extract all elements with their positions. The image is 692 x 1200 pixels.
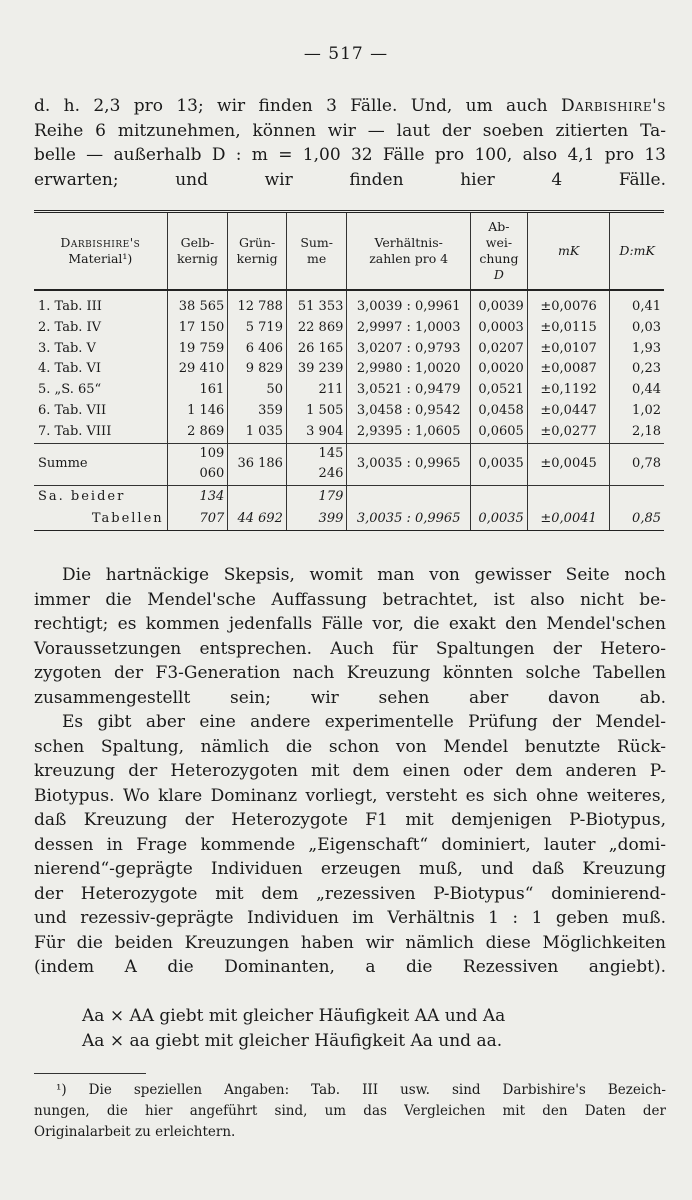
- para3-line-1: Es gibt aber eine andere experimentelle Prüfung der Mendel-: [62, 712, 666, 732]
- cell-dmk: 0,41: [610, 297, 664, 318]
- table-bottom-rule: [34, 530, 664, 531]
- row-label: 7. Tab. VIII: [38, 423, 112, 439]
- cell-mk: ±0,0115: [527, 318, 609, 339]
- total-dmk: 0,85: [610, 486, 664, 531]
- para3-line-9: und rezessiv-geprägte Individuen im Verhältnis 1 : 1 geben muß.: [34, 908, 666, 928]
- row-label: 3. Tab. V: [38, 340, 96, 356]
- cell-abw: 0,0020: [470, 359, 527, 380]
- header-material: Darbishire's Material¹): [60, 235, 141, 266]
- cell-gelb: 38 565: [167, 297, 228, 318]
- summe-mk: ±0,0045: [527, 443, 609, 486]
- para3-line-5: daß Kreuzung der Heterozygote F1 mit demjenigen P-Biotypus,: [34, 810, 666, 830]
- table-gap-row: [34, 290, 664, 297]
- summe-row: [34, 443, 664, 486]
- total-label-2: Tabellen: [91, 511, 164, 527]
- total-mk: ±0,0041: [527, 486, 609, 531]
- cell-dmk: 1,02: [610, 401, 664, 422]
- cell-gruen: 5 719: [228, 318, 287, 339]
- intro-line-3: belle — außerhalb D : m = 1,00 32 Fälle pro 100, also 4,1 pro 13: [34, 145, 666, 165]
- cell-abw: 0,0605: [470, 422, 527, 443]
- page-number: — 517 —: [303, 44, 389, 64]
- table-row: [34, 339, 664, 360]
- cell-mk: ±0,0277: [527, 422, 609, 443]
- cell-summe: 51 353: [286, 297, 346, 318]
- footnote-line-3: Originalarbeit zu erleichtern.: [34, 1124, 236, 1140]
- cell-abw: 0,0458: [470, 401, 527, 422]
- summe-summe: 145 246: [286, 443, 346, 486]
- cell-verh: 2,9980 : 1,0020: [347, 359, 471, 380]
- total-gelb: 134 707: [167, 486, 228, 531]
- summe-label: Summe: [34, 443, 167, 486]
- para3-line-10: Für die beiden Kreuzungen haben wir nämlich diese Möglichkeiten: [34, 932, 666, 953]
- table-row: [34, 297, 664, 318]
- cell-dmk: 2,18: [610, 422, 664, 443]
- cell-mk: ±0,0076: [527, 297, 609, 318]
- total-gruen: 44 692: [228, 486, 287, 531]
- cell-gruen: 359: [228, 401, 287, 422]
- para2-line-2: immer die Mendel'sche Auffassung betrachtet, ist also nicht be-: [34, 589, 666, 610]
- cell-gelb: 19 759: [167, 339, 228, 360]
- data-table: [34, 210, 664, 531]
- table-row: [34, 359, 664, 380]
- header-summe: Sum- me: [286, 213, 346, 290]
- header-mk: mK: [527, 213, 609, 290]
- header-gelbkernig: Gelb- kernig: [167, 213, 228, 290]
- summe-verh: 3,0035 : 0,9965: [347, 443, 471, 486]
- table-header-row: [34, 213, 664, 290]
- para3-line-2: schen Spaltung, nämlich die schon von Mendel benutzte Rück-: [34, 736, 666, 757]
- total-row: [34, 486, 664, 531]
- para2-line-5: zygoten der F3-Generation nach Kreuzung könnten solche Tabellen: [34, 663, 666, 683]
- cell-gruen: 12 788: [228, 297, 287, 318]
- cell-verh: 3,0207 : 0,9793: [347, 339, 471, 360]
- cell-dmk: 1,93: [610, 339, 664, 360]
- cell-abw: 0,0039: [470, 297, 527, 318]
- cell-mk: ±0,0107: [527, 339, 609, 360]
- cell-summe: 39 239: [286, 359, 346, 380]
- para3-line-3: kreuzung der Heterozygoten mit dem einen oder dem anderen P-: [34, 761, 666, 781]
- cell-gelb: 29 410: [167, 359, 228, 380]
- para2-line-6: zusammengestellt sein; wir sehen aber davon ab.: [34, 687, 666, 708]
- header-verhaeltnis: Verhältnis- zahlen pro 4: [347, 213, 471, 290]
- total-verh: 3,0035 : 0,9965: [347, 486, 471, 531]
- formula-2: Aa × aa giebt mit gleicher Häufigkeit Aa und aa.: [82, 1031, 503, 1051]
- cell-dmk: 0,23: [610, 359, 664, 380]
- para2-line-1: Die hartnäckige Skepsis, womit man von gewisser Seite noch: [62, 565, 666, 585]
- footnote-rule: [34, 1073, 146, 1074]
- cell-verh: 2,9395 : 1,0605: [347, 422, 471, 443]
- summe-dmk: 0,78: [610, 443, 664, 486]
- cell-summe: 211: [286, 380, 346, 401]
- paragraph-2: [34, 563, 666, 710]
- cell-abw: 0,0207: [470, 339, 527, 360]
- cell-verh: 3,0458 : 0,9542: [347, 401, 471, 422]
- para2-line-4: Voraussetzungen entsprechen. Auch für Spaltungen der Hetero-: [34, 638, 666, 659]
- row-label: 2. Tab. IV: [38, 319, 102, 335]
- total-label-1: Sa. beider: [38, 489, 126, 505]
- cell-dmk: 0,44: [610, 380, 664, 401]
- cell-verh: 3,0521 : 0,9479: [347, 380, 471, 401]
- table-row: [34, 318, 664, 339]
- cell-gruen: 1 035: [228, 422, 287, 443]
- row-label: 6. Tab. VII: [38, 402, 107, 418]
- summe-gelb: 109 060: [167, 443, 228, 486]
- cell-mk: ±0,0087: [527, 359, 609, 380]
- intro-line-1: d. h. 2,3 pro 13; wir finden 3 Fälle. Und, um auch Darbishire's: [34, 96, 666, 116]
- cell-gelb: 1 146: [167, 401, 228, 422]
- total-abw: 0,0035: [470, 486, 527, 531]
- summe-abw: 0,0035: [470, 443, 527, 486]
- para2-line-3: rechtigt; es kommen jedenfalls Fälle vor, die exakt den Mendel'schen: [34, 614, 666, 634]
- summe-gruen: 36 186: [228, 443, 287, 486]
- cell-abw: 0,0521: [470, 380, 527, 401]
- row-label: 4. Tab. VI: [38, 361, 102, 377]
- cell-verh: 2,9997 : 1,0003: [347, 318, 471, 339]
- header-gruenkernig: Grün- kernig: [228, 213, 287, 290]
- footnote-line-2: nungen, die hier angeführt sind, um das Vergleichen mit den Daten der: [34, 1103, 666, 1119]
- cell-dmk: 0,03: [610, 318, 664, 339]
- total-summe: 179 399: [286, 486, 346, 531]
- cell-summe: 3 904: [286, 422, 346, 443]
- total-label: [34, 486, 167, 531]
- row-label: 5. „S. 65“: [38, 382, 102, 398]
- cell-summe: 26 165: [286, 339, 346, 360]
- cell-mk: ±0,1192: [527, 380, 609, 401]
- para3-line-11: (indem A die Dominanten, a die Rezessiven angiebt).: [34, 957, 666, 977]
- para3-line-7: nierend“-geprägte Individuen erzeugen muß, und daß Kreuzung: [34, 859, 666, 879]
- intro-paragraph: [34, 94, 666, 192]
- header-d-mk: D:mK: [610, 213, 664, 290]
- cell-gruen: 9 829: [228, 359, 287, 380]
- cell-mk: ±0,0447: [527, 401, 609, 422]
- table-row: [34, 422, 664, 443]
- formula-1: Aa × AA giebt mit gleicher Häufigkeit AA und Aa: [82, 1006, 506, 1026]
- cell-gelb: 17 150: [167, 318, 228, 339]
- para3-line-4: Biotypus. Wo klare Dominanz vorliegt, versteht es sich ohne weiteres,: [34, 785, 666, 806]
- row-label: 1. Tab. III: [38, 299, 102, 314]
- table-row: [34, 380, 664, 401]
- cell-summe: 1 505: [286, 401, 346, 422]
- cell-gelb: 161: [167, 380, 228, 401]
- cell-gruen: 50: [228, 380, 287, 401]
- cell-gelb: 2 869: [167, 422, 228, 443]
- cell-gruen: 6 406: [228, 339, 287, 360]
- intro-line-2: Reihe 6 mitzunehmen, können wir — laut der soeben zitierten Ta-: [34, 120, 666, 141]
- cell-abw: 0,0003: [470, 318, 527, 339]
- cell-verh: 3,0039 : 0,9961: [347, 297, 471, 318]
- header-abweichung: Ab- wei- chung D: [470, 213, 527, 290]
- table-row: [34, 401, 664, 422]
- para3-line-8: der Heterozygote mit dem „rezessiven P-Biotypus“ dominierend-: [34, 883, 666, 904]
- cell-summe: 22 869: [286, 318, 346, 339]
- para3-line-6: dessen in Frage kommende „Eigenschaft“ dominiert, lauter „domi-: [34, 834, 666, 855]
- footnote-line-1: ¹) Die speziellen Angaben: Tab. III usw. sind Darbishire's Bezeich-: [56, 1082, 666, 1098]
- footnote: [34, 1080, 666, 1143]
- paragraph-3: [34, 710, 666, 980]
- intro-line-4: erwarten; und wir finden hier 4 Fälle.: [34, 169, 666, 190]
